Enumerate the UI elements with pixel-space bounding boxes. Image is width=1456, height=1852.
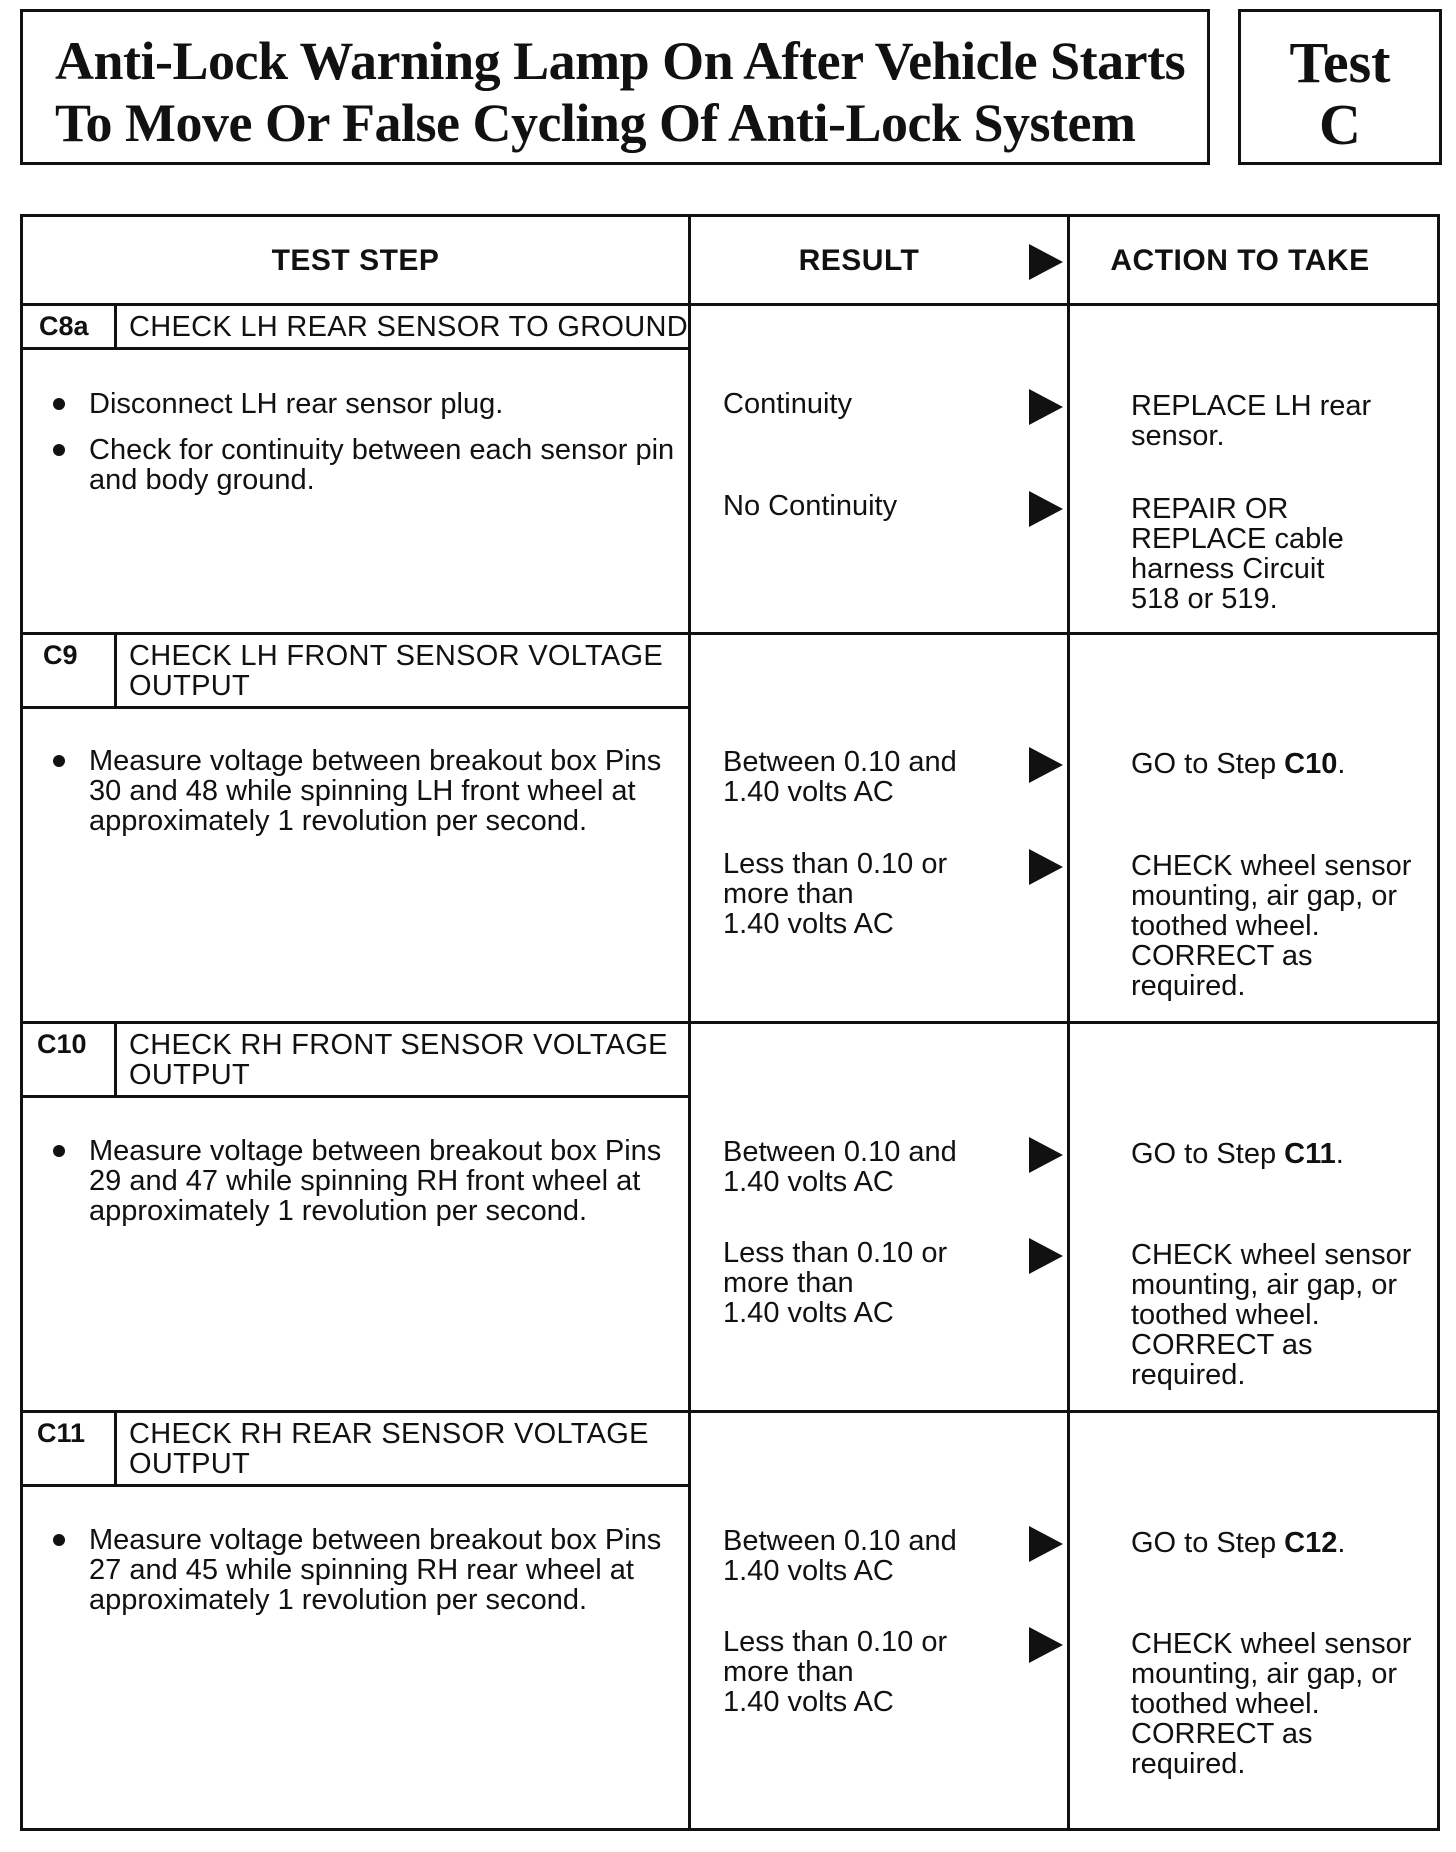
arrow-icon [1029,1627,1063,1663]
header-arrow-icon [1029,244,1063,280]
step-id-divider [114,632,117,706]
step-id: C10 [37,1029,87,1059]
result-text: Between 0.10 and 1.40 volts AC [723,746,957,808]
action-text: CHECK wheel sensor mounting, air gap, or toothed wheel. CORRECT as required. [1131,1628,1412,1780]
step-divider [23,1021,1437,1024]
step-title: CHECK RH REAR SENSOR VOLTAGE OUTPUT [129,1418,649,1480]
result-text: Less than 0.10 or more than 1.40 volts AC [723,848,948,940]
header-test-step: TEST STEP [271,244,440,277]
instruction: Measure voltage between breakout box Pins 29 and 47 while spinning RH front wheel at approximately 1 revolution per second. [89,1135,662,1227]
result-text: Between 0.10 and 1.40 volts AC [723,1525,957,1587]
step-id: C11 [37,1418,86,1448]
title-line-2: To Move Or False Cycling Of Anti-Lock System [55,93,1136,153]
bullet-icon [53,755,65,767]
bullet-icon [53,444,65,456]
action-text: CHECK wheel sensor mounting, air gap, or toothed wheel. CORRECT as required. [1131,850,1412,1002]
diagnostic-table [20,214,1440,1831]
instruction [89,389,503,419]
arrow-icon [1029,491,1063,527]
instruction [89,435,674,495]
instruction-line: Disconnect LH rear sensor plug. [89,388,504,420]
step-divider [23,632,1437,635]
step-divider [23,1410,1437,1413]
step-id-divider [114,303,117,347]
bullet-icon [53,398,65,410]
arrow-icon [1029,849,1063,885]
arrow-icon [1029,1526,1063,1562]
step-title: CHECK RH FRONT SENSOR VOLTAGE OUTPUT [129,1029,668,1091]
arrow-icon [1029,389,1063,425]
step-title-line: CHECK LH REAR SENSOR TO GROUND [129,311,689,343]
step-id-divider [114,1410,117,1484]
action-text: GO to Step C12. [1131,1527,1346,1559]
test-letter: C [1319,92,1361,157]
step-title-divider [23,347,688,350]
arrow-icon [1029,1137,1063,1173]
action-text: CHECK wheel sensor mounting, air gap, or toothed wheel. CORRECT as required. [1131,1239,1412,1391]
step-id: C8a [39,311,89,341]
step-title-divider [23,1095,688,1098]
header-result: RESULT [798,244,920,277]
header-action: ACTION TO TAKE [1110,244,1370,277]
step-title-divider [23,706,688,709]
result-text: Continuity [723,388,852,420]
result-text: No Continuity [723,490,898,522]
action-text: GO to Step C10. [1131,748,1346,780]
arrow-icon [1029,1238,1063,1274]
action-text: REPLACE LH rear sensor. [1131,390,1372,452]
step-title [129,312,688,342]
test-label: Test [1289,30,1391,95]
arrow-icon [1029,747,1063,783]
result-text: Between 0.10 and 1.40 volts AC [723,1136,957,1198]
action-text: GO to Step C11. [1131,1138,1344,1170]
step-title: CHECK LH FRONT SENSOR VOLTAGE OUTPUT [129,640,664,702]
step-title-divider [23,1484,688,1487]
instruction-line: and body ground. [89,464,315,496]
instruction-line: Check for continuity between each sensor pin [89,434,675,466]
document-title-box [20,9,1210,165]
result-text: Less than 0.10 or more than 1.40 volts AC [723,1626,948,1718]
bullet-icon [53,1534,65,1546]
step-id: C9 [43,640,78,670]
title-line-1: Anti-Lock Warning Lamp On After Vehicle Starts [55,31,1186,91]
test-id-box [1238,9,1442,165]
instruction: Measure voltage between breakout box Pins 30 and 48 while spinning LH front wheel at approximately 1 revolution per second. [89,745,662,837]
action-text: REPAIR OR REPLACE cable harness Circuit 518 or 519. [1131,493,1344,615]
instruction: Measure voltage between breakout box Pins 27 and 45 while spinning RH rear wheel at approximately 1 revolution per second. [89,1524,662,1616]
result-text: Less than 0.10 or more than 1.40 volts AC [723,1237,948,1329]
bullet-icon [53,1145,65,1157]
step-id-divider [114,1021,117,1095]
